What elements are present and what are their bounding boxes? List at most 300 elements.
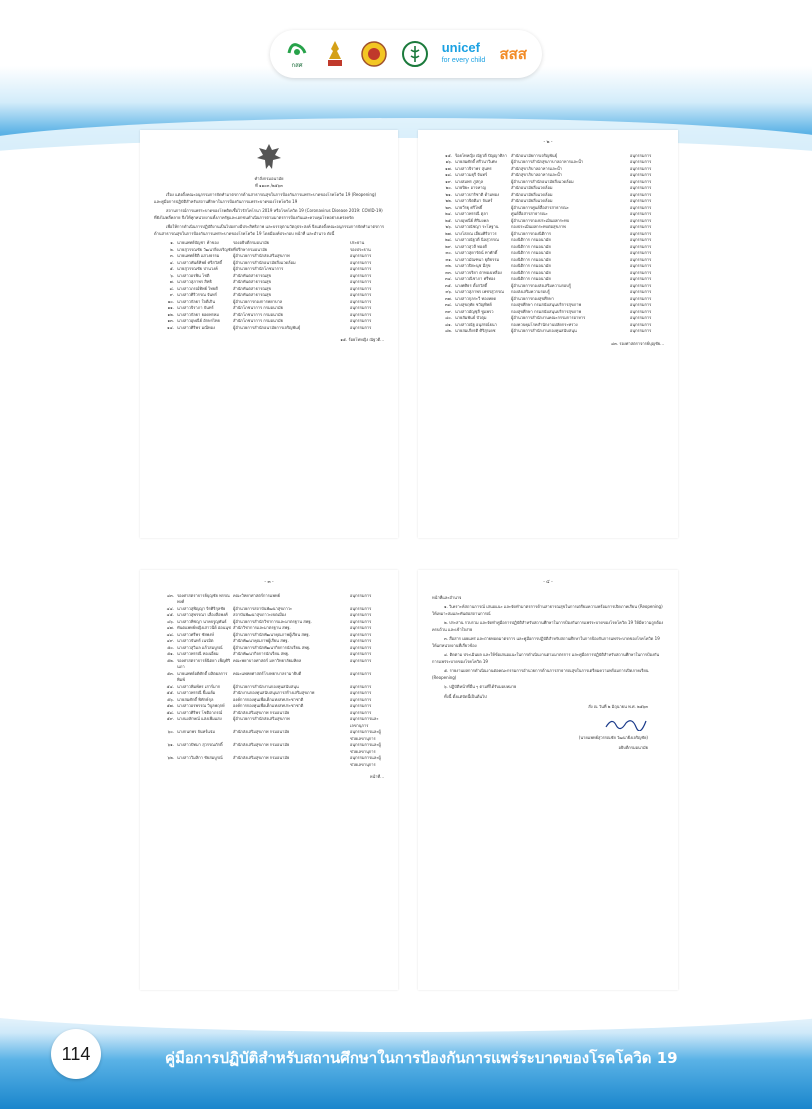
member-name: นางสาวอุษณีย์ อักษรไทย bbox=[177, 318, 220, 323]
order-paragraph: เพื่อให้การดำเนินการปฏิบัติงานเป็นไปอย่างมีประสิทธิภาพ และบรรลุตามวัตถุประสงค์ จึงแต่งตั้งคณะอนุกรรมการจัดทำมาตรการด้านสาธารณสุขในการป้องกันการแพร่ระบาดของโรคโควิด 19 โดยมีองค์ประกอบ หน้าที่ และอำนาจ ดังนี้ bbox=[154, 224, 385, 236]
member-number: ๒๔. bbox=[445, 211, 452, 216]
member-position: กองสุขศึกษา กรมสนับสนุนบริการสุขภาพ bbox=[511, 302, 582, 307]
member-position: ที่ปรึกษากรมอนามัย bbox=[233, 246, 268, 252]
member-role: อนุกรรมการ bbox=[630, 276, 652, 281]
member-position: สำนักสุขาภิบาลอาหารและน้ำ bbox=[511, 172, 562, 177]
member-position: สำนักอนามัยการเจริญพันธุ์ bbox=[511, 152, 558, 158]
member-position: สำนักส่งเสริมสุขภาพ กรมอนามัย bbox=[233, 742, 290, 747]
member-role: อนุกรรมการ bbox=[350, 625, 372, 630]
member-position: ศูนย์สื่อสารสาธารณะ bbox=[511, 211, 548, 216]
member-position: กองส่งเสริมความรอบรู้ bbox=[511, 289, 550, 294]
member-number: ๔๕. bbox=[166, 612, 174, 617]
member-name: ทันตแพทย์หญิงเสาวนีย์ อ่อนนุช bbox=[177, 625, 231, 630]
member-name: นางสาวจิราภา จันทร์ bbox=[177, 305, 214, 310]
member-role: อนุกรรมการ bbox=[630, 191, 652, 197]
document-page-2 bbox=[418, 130, 678, 538]
member-row bbox=[154, 742, 384, 755]
member-name: นางสาวจิตติมา จันทร์ bbox=[455, 198, 493, 203]
member-name: รองศาสตราจารย์นิตยา เพ็ญศิรินภา bbox=[177, 657, 231, 669]
continue-note: ๑๕. ร้อยโทหญิง ณัฐวดี... bbox=[340, 337, 384, 342]
member-position: สำนักงานกองทุนสนับสนุนการสร้างเสริมสุขภาพ bbox=[233, 690, 315, 695]
member-role: อนุกรรมการ bbox=[350, 298, 372, 304]
member-position: สำนักส่งเสริมสุขภาพ กรมอนามัย bbox=[233, 755, 290, 760]
member-position: สำนักทันตสาธารณสุข bbox=[233, 285, 272, 291]
member-name: นางสาวปัทมา สุวรรณภักดิ์ bbox=[177, 742, 223, 747]
member-position: สำนักส่งเสริมสุขภาพ กรมอนามัย bbox=[233, 709, 290, 715]
member-name: นางสาวอัญชุลี ชูแพรว bbox=[455, 308, 494, 314]
member-row bbox=[154, 658, 384, 671]
member-name: นางสาวกุลระวี ทองหยด bbox=[455, 295, 497, 301]
member-number: ๖๐. bbox=[167, 729, 174, 734]
member-list bbox=[418, 153, 678, 335]
member-position: สำนักพัฒนาคุณภาพผู้เรียน สพฐ. bbox=[233, 638, 289, 643]
member-role: อนุกรรมการ bbox=[630, 250, 652, 255]
member-role: อนุกรรมการ bbox=[350, 318, 372, 323]
member-name: นางสาวสุวลี ทองดี bbox=[455, 243, 487, 249]
member-role: อนุกรรมการ bbox=[630, 159, 652, 164]
member-name: นางสาวสุภาพร เพชรสุวรรณ bbox=[455, 289, 504, 294]
member-role: อนุกรรมการ bbox=[630, 165, 652, 171]
member-role: อนุกรรมการ bbox=[350, 657, 372, 663]
member-position: สำนักทันตสาธารณสุข bbox=[233, 279, 272, 284]
member-name: นายวีรยุ ศรีโพธิ์ bbox=[455, 204, 483, 210]
member-name: นางสาวศิริพร โชติอาภรณ์ bbox=[177, 709, 223, 715]
signature bbox=[448, 715, 648, 731]
member-number: ๔๒. bbox=[445, 328, 452, 333]
signer-title: อธิบดีกรมอนามัย bbox=[618, 745, 648, 750]
member-role: อนุกรรมการ bbox=[350, 305, 372, 310]
member-list bbox=[140, 593, 398, 769]
member-position: ผู้อำนวยการสำนักสุขภาบาลอาหารและน้ำ bbox=[511, 159, 584, 164]
duties-list bbox=[418, 604, 678, 691]
member-name: นางสาวพันธ์ทิพย์ ศรีสวัสดิ์ bbox=[177, 259, 222, 265]
member-name: นางสาวภรณ์ทิพย์ ไทยดี bbox=[177, 285, 218, 291]
member-name: นางสาวณัชญา ระโหฐาน bbox=[455, 224, 499, 229]
member-role: อนุกรรมการ bbox=[630, 230, 652, 236]
member-role: อนุกรรมการ bbox=[630, 256, 652, 262]
member-number: ๕๔. bbox=[166, 683, 174, 689]
member-role: อนุกรรมการ bbox=[350, 690, 372, 695]
order-date: สั่ง ณ วันที่ ๒ มิถุนายน พ.ศ. ๒๕๖๓ bbox=[588, 704, 648, 709]
member-role: อนุกรรมการและผู้ช่วยเลขานุการ bbox=[350, 755, 381, 767]
member-name: นายปิยะ อาจหาญ bbox=[455, 185, 486, 190]
member-position: สำนักส่งเสริมสุขภาพ กรมอนามัย bbox=[233, 729, 290, 734]
member-number: ๒๑. bbox=[445, 191, 452, 197]
member-role: อนุกรรมการ bbox=[630, 328, 652, 333]
member-position: กองนิติการ กรมอนามัย bbox=[511, 269, 551, 275]
member-role: อนุกรรมการ bbox=[350, 292, 372, 297]
member-number: ๔๗. bbox=[166, 625, 174, 630]
member-role: อนุกรรมการ bbox=[350, 703, 372, 708]
member-name: นางสุขฤทัย ชวัญทิพย์ bbox=[455, 302, 492, 307]
member-role: อนุกรรมการ bbox=[630, 152, 652, 158]
member-number: ๔๓. bbox=[166, 592, 174, 598]
member-position: ผู้อำนวยการสำนักส่งเสริมสุขภาพ bbox=[233, 716, 290, 721]
member-position: ผู้อำนวยการสำนักอนามัยการเจริญพันธุ์ bbox=[233, 324, 301, 330]
member-name: นางอุษณีย์ ศิริมงคล bbox=[455, 217, 489, 223]
member-number: ๓๖. bbox=[445, 289, 452, 294]
member-number: ๖. bbox=[170, 272, 174, 278]
member-role: อนุกรรมการ bbox=[350, 324, 372, 330]
member-role: รองประธาน bbox=[350, 246, 371, 252]
member-number: ๗. bbox=[169, 279, 174, 284]
member-number: ๒๕. bbox=[445, 217, 452, 223]
page-marker: - ๔ - bbox=[543, 580, 553, 585]
member-number: ๑๗. bbox=[445, 165, 452, 171]
member-name: นางสาวมยุรี จันทร์ bbox=[455, 172, 488, 177]
member-position: คณะพยาบาลศาสตร์ มหาวิทยาลัยมหิดล bbox=[233, 657, 302, 663]
duty-item: ๕. รายงานผลการดำเนินงานต่อคณะกรรมการอำนวยการด้านการสาธารณสุขในการเตรียมความพร้อมการเปิดภาคเรียน (Reopening) bbox=[432, 668, 649, 680]
member-role: อนุกรรมการ bbox=[350, 651, 372, 656]
member-name: นายแพทย์ธิติ แสวงธรรม bbox=[177, 253, 220, 258]
member-position: สำนักสุขาภิบาลอาหารและน้ำ bbox=[511, 165, 562, 171]
effective-note: ทั้งนี้ ตั้งแต่บัดนี้เป็นต้นไป bbox=[444, 693, 487, 699]
member-role: อนุกรรมการ bbox=[350, 638, 372, 643]
duty-item: ๒. ประสาน รวบรวม และจัดทำคู่มือการปฏิบัติสำหรับสถานศึกษาในการป้องกันการแพร่ระบาดของโรคโควิด 19 ให้มีความถูกต้อง ครบถ้วน และเข้าใจง่าย bbox=[432, 620, 664, 632]
member-position: สำนักวิชาการและมาตรฐาน สพฐ. bbox=[233, 625, 291, 630]
member-position: สำนักอนามัยสิ่งแวดล้อม bbox=[511, 191, 553, 197]
member-number: ๕๙. bbox=[166, 716, 174, 721]
member-position: สำนักพัฒนากิจการนักเรียน สพฐ. bbox=[233, 651, 290, 656]
member-role: อนุกรรมการ bbox=[630, 237, 652, 242]
member-name: นางสาวศิริพร มณีทอง bbox=[177, 324, 215, 330]
member-position: ผู้อำนวยการกองนิติการ bbox=[511, 230, 552, 236]
member-name: นางสาวจริยา ตาทองเหลือง bbox=[455, 269, 502, 275]
member-role: อนุกรรมการ bbox=[350, 605, 372, 611]
member-name: นางสาวสุพรรณา เลื่องลือพงศ์ bbox=[177, 612, 228, 617]
member-position: กองประเมินผลกระทบต่อสุขภาพ bbox=[511, 224, 566, 229]
member-role: อนุกรรมการ bbox=[350, 709, 372, 715]
duty-item: ๔. ติดตาม ประเมินผล และให้ข้อเสนอแนะในการดำเนินงานตามมาตรการ และคู่มือการปฏิบัติสำหรับสถานศึกษาในการป้องกันการแพร่ระบาดของโรคโควิด 19 bbox=[432, 652, 660, 664]
member-row bbox=[154, 755, 384, 768]
member-position: ผู้อำนวยการกองสุขศึกษา bbox=[511, 295, 554, 301]
member-name: นางสาวกัลยา ยอดพรหม bbox=[177, 311, 220, 317]
member-position: ผู้อำนวยการสถาบันพัฒนาสุขภาวะ bbox=[233, 605, 293, 611]
member-role: อนุกรรมการ bbox=[350, 253, 372, 258]
member-number: ๙. bbox=[169, 292, 174, 297]
member-role: อนุกรรมการ bbox=[350, 696, 372, 702]
member-number: ๘. bbox=[169, 285, 174, 291]
member-name: นางสาวพรรณี ยิ้มแย้ม bbox=[177, 690, 216, 695]
member-number: ๑๙. bbox=[445, 178, 452, 184]
member-role: อนุกรรมการ bbox=[350, 311, 372, 317]
member-number: ๒๖. bbox=[445, 224, 452, 229]
member-name: นางสาวกัลยา ใจดีเกิน bbox=[177, 298, 216, 304]
member-role: อนุกรรมการ bbox=[350, 644, 372, 650]
member-row bbox=[154, 671, 384, 684]
member-number: ๑๒. bbox=[167, 311, 174, 317]
member-number: ๑๔. bbox=[167, 324, 174, 330]
member-role: อนุกรรมการ bbox=[630, 282, 652, 288]
continue-note: หน้าที่... bbox=[369, 774, 384, 779]
member-number: ๓๗. bbox=[444, 295, 452, 301]
member-name: นางศศิธร ตั้งสวัสดิ์ bbox=[455, 282, 488, 288]
moe-emblem bbox=[323, 39, 347, 69]
member-role: อนุกรรมการ bbox=[630, 211, 652, 216]
member-role: อนุกรรมการ bbox=[630, 269, 652, 275]
member-position: ผู้อำนวยการสำนักวิชาการและมาตรฐาน สพฐ. bbox=[233, 618, 312, 624]
member-number: ๓๐. bbox=[445, 250, 452, 255]
continue-note: ๔๓. รองศาสตราจารย์บุญชัย... bbox=[611, 340, 664, 346]
member-role: อนุกรรมการ bbox=[630, 217, 652, 223]
page-number: 114 bbox=[51, 1029, 101, 1079]
member-position: ผู้อำนวยการสำนักพัฒนาคุณภาพผู้เรียน สพฐ. bbox=[233, 631, 310, 637]
member-list bbox=[140, 240, 398, 331]
member-number: ๑. bbox=[170, 240, 174, 245]
signer-name: (นายแพทย์สุวรรณชัย วัฒนายิ่งเจริญชัย) bbox=[578, 734, 648, 740]
member-number: ๓๒. bbox=[445, 263, 452, 268]
member-role: อนุกรรมการ bbox=[630, 308, 652, 314]
member-name: นางสาวจิราพร สุนทร bbox=[455, 165, 492, 171]
member-name: นายสมศักดิ์ ศรีวนาวิเศษ bbox=[455, 159, 497, 164]
footer-title: คู่มือการปฏิบัติสำหรับสถานศึกษาในการป้องกันการแพร่ระบาดของโรคโควิด 19 bbox=[165, 1049, 678, 1067]
header-band bbox=[0, 0, 812, 165]
member-name: นางสมพร ภู่สกุล bbox=[455, 178, 484, 184]
member-number: ๔๘. bbox=[166, 631, 174, 637]
duties-heading: หน้าที่และอำนาจ bbox=[432, 594, 462, 600]
member-role: อนุกรรมการ bbox=[630, 172, 652, 177]
order-subject: เรื่อง แต่งตั้งคณะอนุกรรมการจัดทำมาตรการด้านสาธารณสุขในการป้องกันการแพร่ระบาดของโรคโควิด 19 (Reopening) และคู่มือการปฏิบัติสำหรับสถานศึกษาในการป้องกันการแพร่ระบาดของโรคโควิด 19 bbox=[154, 192, 377, 204]
member-row bbox=[154, 729, 384, 742]
obec-emblem bbox=[361, 41, 387, 67]
member-number: ๒๒. bbox=[445, 198, 452, 203]
member-name: นางสาวพรรณี ทองเอี่ยม bbox=[177, 651, 219, 656]
member-position: กองนิติการ กรมอนามัย bbox=[511, 256, 551, 262]
member-name: นางสาวมัณฑนา ยุติธรรม bbox=[455, 256, 500, 262]
member-name: นางสาวอรพรรณ วิบูลพฤกษ์ bbox=[177, 703, 225, 708]
member-number: ๕๒. bbox=[167, 657, 174, 663]
member-role: อนุกรรมการ bbox=[350, 272, 372, 278]
member-position: รองอธิบดีกรมอนามัย bbox=[233, 240, 270, 245]
member-role: อนุกรรมการ bbox=[350, 266, 372, 271]
member-number: ๓๘. bbox=[444, 302, 452, 307]
member-number: ๕๑. bbox=[167, 651, 174, 656]
member-row bbox=[154, 593, 384, 606]
member-name: นางสาวณัฐ อนุสรณ์ธนา bbox=[455, 321, 497, 327]
member-number: ๕๕. bbox=[166, 690, 174, 695]
order-paragraph: สถานการณ์การแพร่ระบาดของโรคติดเชื้อไวรัสโคโรนา 2019 หรือโรคโควิด 19 (Coronavirus Disease 2019: COVID-19) ที่ยังไม่คลี่คลาย จึงให้ทุกหน่วยงานทั้งภาครัฐและเอกชนดำเนินการตามมาตรการป้องกันและควบคุมโรคอย่างเคร่งครัด bbox=[154, 208, 383, 220]
member-number: ๒๘. bbox=[445, 237, 452, 242]
member-name: นางกนกพร จันทร์แจ่ม bbox=[177, 729, 215, 734]
member-name: นายแพทย์บัญชา ค้าของ bbox=[177, 240, 219, 245]
member-row bbox=[432, 328, 664, 335]
member-name: นางสาวศรีพร ชัยพงษ์ bbox=[177, 631, 214, 637]
member-name: ร้อยโทหญิง ณัฐวดี ปัญญาศิลา bbox=[455, 152, 507, 158]
member-position: คณะแพทยศาสตร์โรงพยาบาลรามาธิบดี bbox=[233, 670, 302, 676]
member-number: ๔๖. bbox=[167, 618, 174, 624]
member-number: ๒. bbox=[170, 246, 174, 252]
member-position: คณะวิทยาศาสตร์การแพทย์ bbox=[233, 592, 280, 598]
member-position: ผู้อำนวยการสำนักโภชนาการ bbox=[233, 266, 284, 271]
member-name: นายสุวรรณชัย วัฒนายิ่งเจริญชัย bbox=[177, 246, 233, 252]
signature-icon bbox=[604, 715, 648, 731]
member-number: ๑๓. bbox=[167, 318, 174, 323]
member-role: อนุกรรมการ bbox=[630, 224, 652, 229]
member-role: อนุกรรมการ bbox=[630, 302, 652, 307]
member-position: ผู้อำนวยการสำนักงานกองทุนสนับสนุน bbox=[233, 683, 299, 689]
member-position: องค์การกองทุนเพื่อเด็กแห่งสหประชาชาติ bbox=[233, 696, 304, 702]
member-name: นางนงลักษณ์ แสงเพิ่มแสง bbox=[177, 716, 222, 721]
member-position: ผู้อำนวยการสำนักส่งเสริมสุขภาพ bbox=[233, 253, 290, 258]
member-position: ผู้อำนวยการกองการพยาบาล bbox=[233, 298, 283, 304]
member-name: นางสาวปิยะนุช มีสุข bbox=[455, 263, 491, 268]
document-page-4 bbox=[418, 570, 678, 990]
member-position: สำนักอนามัยสิ่งแวดล้อม bbox=[511, 198, 553, 203]
member-position: ผู้อำนวยการกองส่งเสริมความรอบรู้ bbox=[511, 282, 571, 288]
member-name: นายแพทย์อดิศักดิ์ ผลิตผลการพิมพ์ bbox=[177, 670, 228, 682]
member-position: สำนักทันตสาธารณสุข bbox=[233, 292, 272, 297]
member-number: ๓. bbox=[169, 253, 174, 258]
member-position: กองนิติการ กรมอนามัย bbox=[511, 263, 551, 268]
member-name: นางโสภณ เอี่ยมศิริถาวร bbox=[455, 230, 497, 236]
ksp-logo: กสศ bbox=[285, 39, 309, 70]
duty-item: ๓. สื่อสาร เผยแพร่ และถ่ายทอดมาตรการ และคู่มือการปฏิบัติสำหรับสถานศึกษาในการป้องกันการแพร่ระบาดของโรคโควิด 19 ให้แก่หน่วยงานที่เกี่ยวข้อง bbox=[432, 636, 660, 648]
member-role: อนุกรรมการ bbox=[630, 198, 652, 203]
member-number: ๓๑. bbox=[445, 256, 452, 262]
member-name: นางสาวพิมพ์พร เสาร์มาก bbox=[177, 683, 221, 689]
member-role: อนุกรรมการ bbox=[350, 279, 372, 284]
member-name: นายสมเกียรติ ศิริสุรเดช bbox=[455, 328, 496, 333]
member-number: ๔๑. bbox=[445, 321, 452, 327]
partner-logo-bar bbox=[270, 30, 542, 78]
member-role: ประธาน bbox=[350, 240, 365, 245]
member-role: อนุกรรมการ bbox=[350, 259, 372, 265]
member-number: ๓๓. bbox=[445, 269, 452, 275]
member-position: กองสุขศึกษา กรมสนับสนุนบริการสุขภาพ bbox=[511, 308, 582, 314]
page-marker: - ๒ - bbox=[543, 140, 553, 145]
member-number: ๕๖. bbox=[167, 696, 174, 702]
member-name: นางสาวณิชาภา ศรีทอง bbox=[455, 276, 496, 281]
unicef-logo: unicef for every child bbox=[441, 40, 486, 64]
duty-item: ๖. ปฏิบัติหน้าที่อื่น ๆ ตามที่ได้รับมอบหมาย bbox=[444, 684, 517, 689]
member-position: ผู้อำนวยการสำนักงานกองทุนสนับสนุน bbox=[511, 328, 577, 333]
member-number: ๕๘. bbox=[166, 709, 174, 715]
member-role: อนุกรรมการ bbox=[630, 289, 652, 294]
member-number: ๖๑. bbox=[167, 742, 174, 747]
member-number: ๕๐. bbox=[167, 644, 174, 650]
member-role: อนุกรรมการ bbox=[630, 178, 652, 184]
member-role: อนุกรรมการและเลขานุการ bbox=[350, 716, 379, 728]
member-number: ๔๙. bbox=[166, 638, 174, 643]
member-position: ผู้อำนวยการสำนักพัฒนากิจการนักเรียน สพฐ. bbox=[233, 644, 311, 650]
member-position: ผู้อำนวยการกองประเมินผลกระทบ bbox=[511, 217, 570, 223]
garuda-emblem-icon bbox=[255, 142, 283, 172]
member-number: ๓๕. bbox=[444, 282, 452, 288]
member-role: อนุกรรมการ bbox=[630, 295, 652, 301]
member-position: กองนิติการ กรมอนามัย bbox=[511, 276, 551, 281]
member-name: นางสาวสุพิญญา จิรศิริกุลชัย bbox=[177, 605, 226, 611]
member-name: นางสาวณัฐวดี นิลสุวรรณ bbox=[455, 237, 499, 242]
member-position: ผู้อำนวยการสำนักอนามัยสิ่งแวดล้อม bbox=[511, 178, 574, 184]
member-position: สำนักอนามัยสิ่งแวดล้อม bbox=[511, 185, 553, 190]
member-number: ๒๓. bbox=[445, 204, 452, 210]
member-number: ๔. bbox=[169, 259, 174, 265]
member-name: นางสาววิมลิกา ชัยสมบูรณ์ bbox=[177, 755, 223, 760]
member-position: กองควบคุมโรคสำนักงานปลัดกระทรวง bbox=[511, 321, 578, 327]
member-role: อนุกรรมการ bbox=[350, 612, 372, 617]
member-position: สถาบันพัฒนาสุขภาวะเขตเมือง bbox=[233, 612, 287, 617]
order-title: คำสั่งกรมอนามัย bbox=[254, 176, 284, 181]
member-role: อนุกรรมการ bbox=[350, 285, 372, 291]
member-position: ผู้อำนวยการสำนักอนามัยสิ่งแวดล้อม bbox=[233, 259, 296, 265]
member-name: นายสุวรรณชัย ปานวงค์ bbox=[177, 266, 218, 271]
member-name: นางสาวสุดารัตน์ ทาศักดิ์ bbox=[455, 250, 498, 255]
thaihealth-logo: สสส bbox=[499, 46, 527, 63]
member-number: ๒๐. bbox=[445, 185, 452, 190]
member-position: กองนิติการ กรมอนามัย bbox=[511, 243, 551, 249]
member-number: ๓๔. bbox=[444, 276, 452, 281]
member-number: ๑๖. bbox=[445, 159, 452, 164]
member-position: องค์การกองทุนเพื่อเด็กแห่งสหประชาชาติ bbox=[233, 703, 304, 708]
member-number: ๓๙. bbox=[445, 308, 452, 314]
member-position: กองนิติการ กรมอนามัย bbox=[511, 250, 551, 255]
member-role: อนุกรรมการและผู้ช่วยเลขานุการ bbox=[350, 742, 381, 754]
member-number: ๒๙. bbox=[445, 243, 452, 249]
member-role: อนุกรรมการ bbox=[350, 683, 372, 689]
member-number: ๔๐. bbox=[445, 315, 452, 320]
member-position: สำนักโภชนาการ กรมอนามัย bbox=[233, 311, 283, 317]
document-page-1 bbox=[140, 130, 398, 538]
member-number: ๒๗. bbox=[445, 230, 452, 236]
member-name: นางสาวปาริชาติ ด้ามทอง bbox=[455, 191, 500, 197]
member-name: นายสมศักดิ์ พิทักษ์กุล bbox=[177, 696, 214, 702]
order-number: ที่ ๑๑๐๓ /๒๕๖๓ bbox=[255, 182, 283, 188]
document-page-3 bbox=[140, 570, 398, 990]
member-position: สำนักทันตสาธารณสุข bbox=[233, 272, 272, 278]
member-position: ผู้อำนวยการสำนักงานคณะกรรมการอาหาร bbox=[511, 315, 586, 320]
member-role: อนุกรรมการ bbox=[350, 631, 372, 637]
member-position: สำนักโภชนาการ กรมอนามัย bbox=[233, 318, 283, 323]
member-name: นางสาวอรพิน โชติ bbox=[177, 272, 210, 278]
member-name: นางสาวศิริวรรณ จันทร์ bbox=[177, 292, 217, 297]
member-role: อนุกรรมการ bbox=[630, 204, 652, 210]
member-role: อนุกรรมการ bbox=[630, 243, 652, 249]
member-number: ๖๒. bbox=[167, 755, 174, 760]
member-role: อนุกรรมการ bbox=[630, 315, 652, 320]
member-position: กองนิติการ กรมอนามัย bbox=[511, 237, 551, 242]
member-position: ผู้อำนวยการศูนย์สื่อสารสาธารณะ bbox=[511, 204, 569, 210]
member-role: อนุกรรมการ bbox=[350, 618, 372, 624]
member-name: นางสาวพรรณี ตุลา bbox=[455, 211, 489, 216]
moph-emblem bbox=[402, 41, 428, 67]
member-name: รองศาสตราจารย์บุญชัย พรรณพงศ์ bbox=[177, 592, 230, 604]
member-role: อนุกรรมการ bbox=[630, 185, 652, 190]
member-role: อนุกรรมการ bbox=[350, 670, 372, 676]
member-position: สำนักโภชนาการ กรมอนามัย bbox=[233, 305, 283, 310]
member-number: ๑๑. bbox=[167, 305, 174, 310]
member-role: อนุกรรมการและผู้ช่วยเลขานุการ bbox=[350, 729, 381, 741]
page-marker: - ๓ - bbox=[264, 580, 274, 585]
member-name: นางสาวจันทร์ เนรมิต bbox=[177, 638, 214, 643]
member-number: ๔๔. bbox=[166, 605, 174, 611]
member-role: อนุกรรมการ bbox=[350, 592, 372, 598]
member-number: ๕. bbox=[169, 266, 174, 271]
member-name: นางสาวสุภาพร สิทธิ bbox=[177, 279, 212, 284]
member-number: ๕๓. bbox=[166, 670, 174, 676]
member-name: นายสัมพันธ์ บัวตุม bbox=[455, 315, 487, 320]
member-row bbox=[154, 716, 384, 729]
duty-item: ๑. วิเคราะห์สถานการณ์ เสนอแนะ และจัดทำมาตรการด้านสาธารณสุขในการเตรียมความพร้อมการเปิดภาคเรียน (Reopening) ให้เหมาะสมและทันต่อสถานการณ์ bbox=[432, 604, 663, 616]
member-number: ๑๐. bbox=[167, 298, 174, 304]
member-number: ๕๗. bbox=[166, 703, 174, 708]
footer-wave bbox=[0, 1000, 812, 1032]
member-number: ๑๘. bbox=[445, 172, 452, 177]
member-name: นางสาวพิชญา นาคจรูญพันธ์ bbox=[177, 618, 227, 624]
member-row bbox=[154, 325, 384, 332]
member-role: อนุกรรมการ bbox=[630, 263, 652, 268]
member-number: ๑๕. bbox=[445, 152, 452, 158]
member-role: อนุกรรมการ bbox=[630, 321, 652, 327]
